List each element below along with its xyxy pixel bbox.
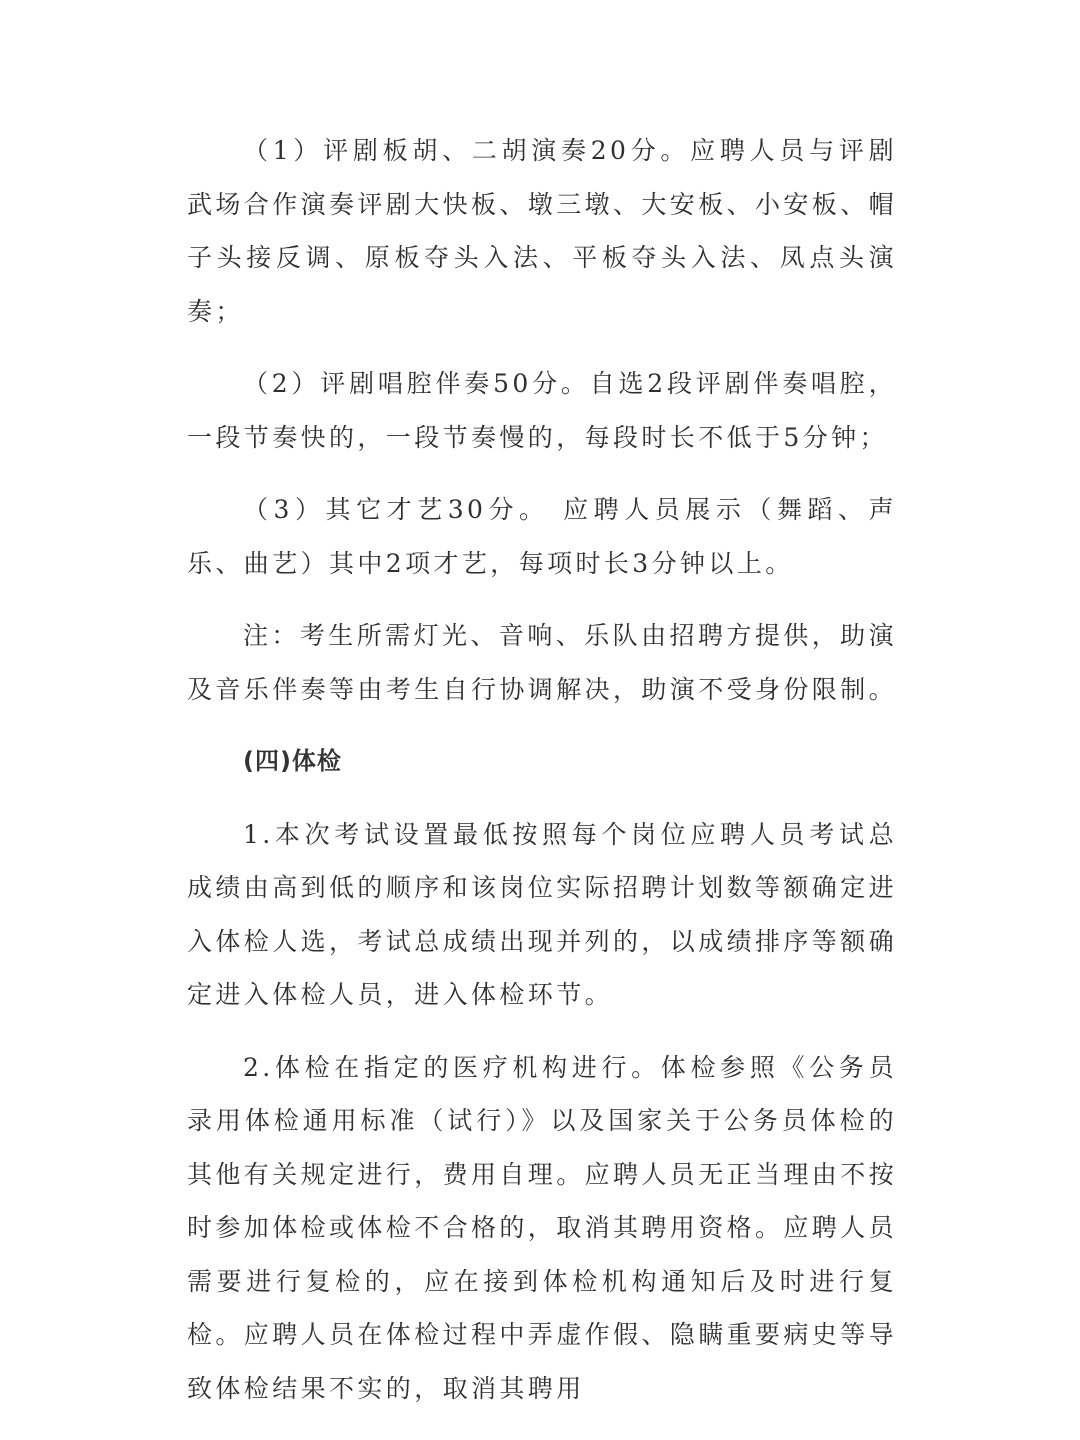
paragraph-singing-accompaniment: （2）评剧唱腔伴奏50分。自选2段评剧伴奏唱腔，一段节奏快的，一段节奏慢的，每段时长不低于5分钟；	[187, 369, 897, 452]
paragraph-exam-rules: 2.体检在指定的医疗机构进行。体检参照《公务员录用体检通用标准（试行）》以及国家关于公务员体检的其他有关规定进行，费用自理。应聘人员无正当理由不按时参加体检或体检不合格的，取消其聘用资格。应聘人员需要进行复检的，应在接到体检机构通知后及时进行复检。应聘人员在体检过程中弄虚作假、隐瞒重要病史等导致体检结果不实的，取消其聘用	[187, 1052, 898, 1403]
paragraph-exam-candidates: 1.本次考试设置最低按照每个岗位应聘人员考试总成绩由高到低的顺序和该岗位实际招聘计划数等额确定进入体检人选，考试总成绩出现并列的，以成绩排序等额确定进入体检人员，进入体检环节。	[187, 819, 898, 1009]
paragraph-note: 注：考生所需灯光、音响、乐队由招聘方提供，助演及音乐伴奏等由考生自行协调解决，助演不受身份限制。	[187, 621, 898, 704]
paragraph-other-talents: （3）其它才艺30分。 应聘人员展示（舞蹈、声乐、曲艺）其中2项才艺，每项时长3分钟以上。	[187, 495, 897, 578]
document-body	[187, 124, 897, 1434]
section-heading-physical-exam: (四)体检	[243, 747, 342, 775]
paragraph-banhu-erhu-performance: （1）评剧板胡、二胡演奏20分。应聘人员与评剧武场合作演奏评剧大快板、墩三墩、大安板、小安板、帽子头接反调、原板夺头入法、平板夺头入法、凤点头演奏；	[187, 136, 898, 326]
